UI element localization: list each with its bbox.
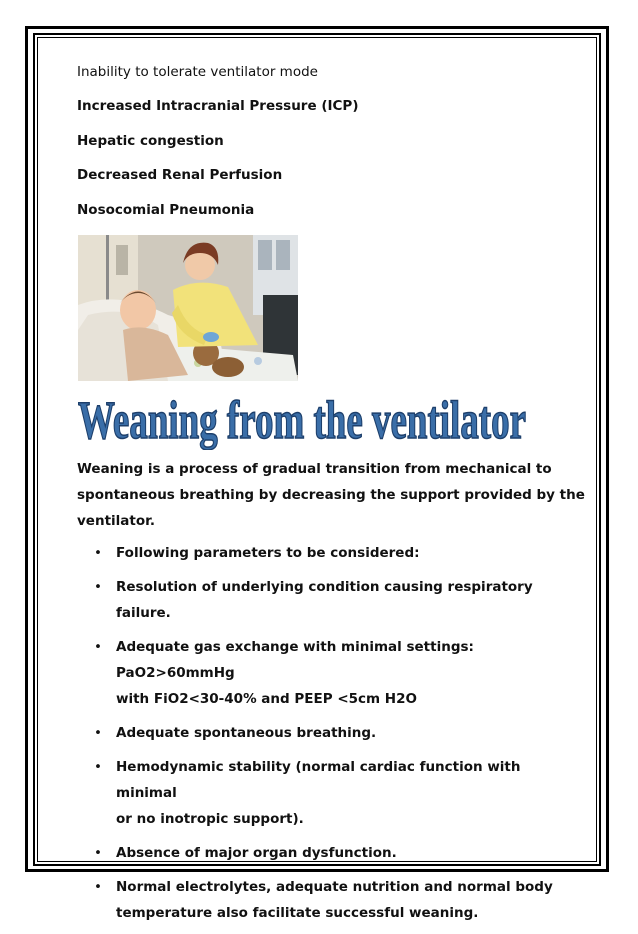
list-item-text-cont: or no inotropic support). (116, 811, 304, 827)
list-item-text-cont: temperature also facilitate successful weaning. (116, 905, 479, 921)
list-item-text: Adequate gas exchange with minimal settings: PaO2>60mmHg (116, 639, 474, 681)
weaning-criteria-list (94, 540, 564, 934)
list-item-text: Resolution of underlying condition causing respiratory failure. (116, 579, 533, 621)
list-item (94, 874, 564, 926)
nurse-child-photo (78, 235, 298, 381)
bullet-icon: • (94, 579, 102, 595)
list-item-text: Adequate spontaneous breathing. (116, 725, 377, 741)
list-item-text: Normal electrolytes, adequate nutrition and normal body (116, 879, 553, 895)
complication-icp: Increased Intracranial Pressure (ICP) (77, 98, 359, 114)
list-item-text: Hemodynamic stability (normal cardiac function with minimal (116, 759, 521, 801)
bullet-icon: • (94, 545, 102, 561)
section-heading (74, 388, 534, 450)
section-heading-text: Weaning from the ventilator (78, 390, 526, 450)
list-item (94, 574, 564, 626)
list-item (94, 840, 564, 866)
list-item-text: Following parameters to be considered: (116, 545, 420, 561)
intro-line: Weaning is a process of gradual transition from mechanical to (77, 461, 552, 477)
list-item (94, 754, 564, 832)
bullet-icon: • (94, 845, 102, 861)
intro-line: ventilator. (77, 513, 155, 529)
list-item-text: Absence of major organ dysfunction. (116, 845, 397, 861)
list-item (94, 540, 564, 566)
list-item (94, 634, 564, 712)
complication-renal: Decreased Renal Perfusion (77, 167, 283, 183)
complication-hepatic: Hepatic congestion (77, 133, 224, 149)
complication-ventilator-mode: Inability to tolerate ventilator mode (77, 64, 318, 80)
bullet-icon: • (94, 725, 102, 741)
intro-line: spontaneous breathing by decreasing the support provided by the (77, 487, 585, 503)
list-item-text-cont: with FiO2<30-40% and PEEP <5cm H2O (116, 691, 417, 707)
list-item (94, 720, 564, 746)
bullet-icon: • (94, 879, 102, 895)
bullet-icon: • (94, 759, 102, 775)
complication-pneumonia: Nosocomial Pneumonia (77, 202, 255, 218)
intro-paragraph (77, 456, 585, 534)
bullet-icon: • (94, 639, 102, 655)
